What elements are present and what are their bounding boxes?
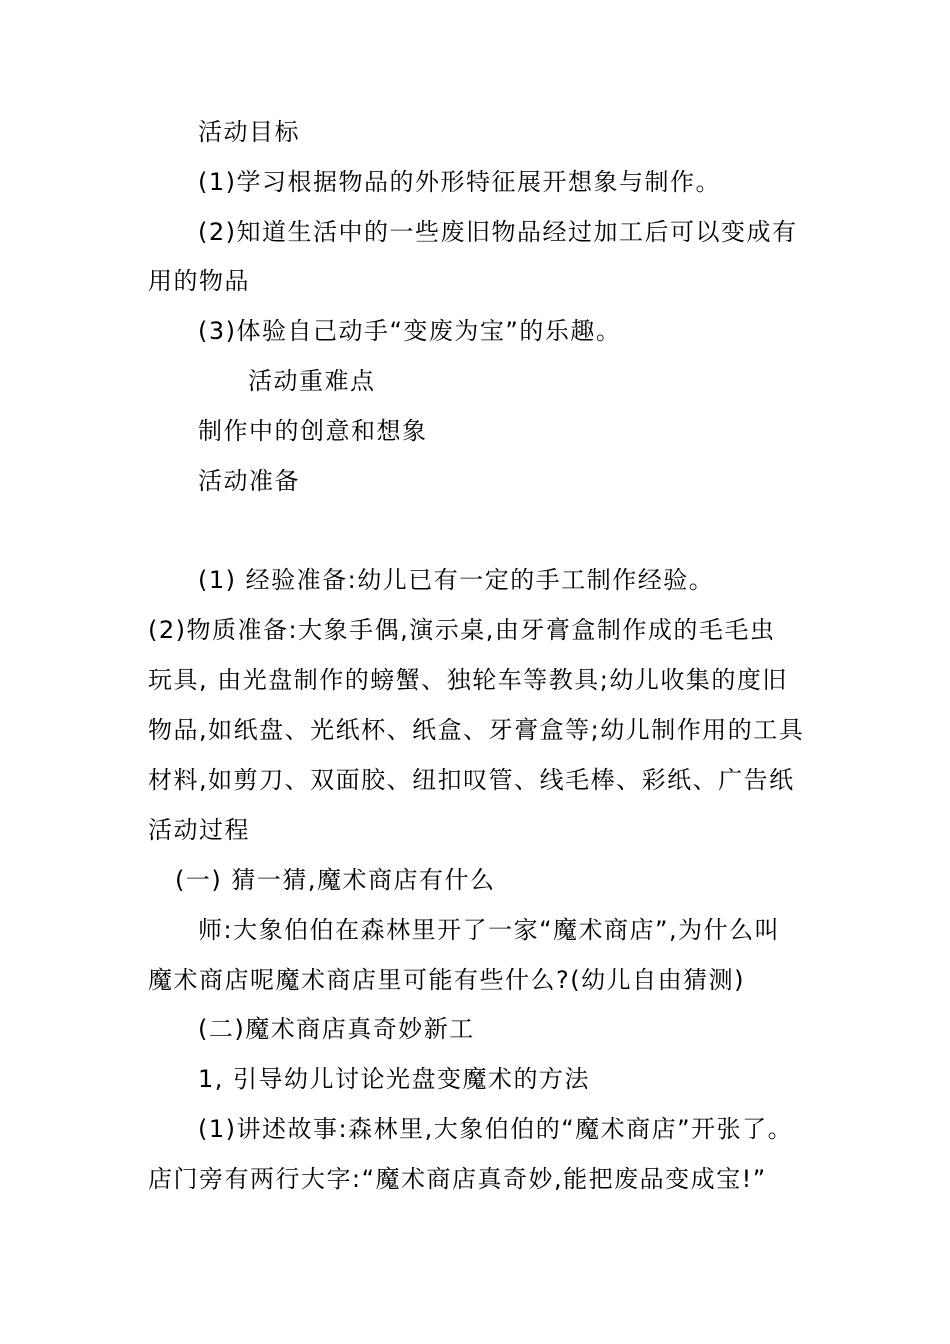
preparation-item-1: (1) 经验准备:幼儿已有一定的手工制作经验。 xyxy=(198,566,715,594)
goal-item-3: (3)体验自己动手“变废为宝”的乐趣。 xyxy=(198,317,622,345)
goal-item-2-continued: 用的物品 xyxy=(148,267,250,295)
key-points-text: 制作中的创意和想象 xyxy=(198,417,428,445)
heading-key-points: 活动重难点 xyxy=(248,367,376,395)
process-step-1: 1, 引导幼儿讨论光盘变魔术的方法 xyxy=(198,1065,591,1093)
heading-preparation: 活动准备 xyxy=(198,467,300,495)
goal-item-2: (2)知道生活中的一些废旧物品经过加工后可以变成有 xyxy=(198,218,798,246)
heading-activity-goals: 活动目标 xyxy=(198,118,300,146)
process-section-1-text: 师:大象伯伯在森林里开了一家“魔术商店”,为什么叫 xyxy=(198,916,781,944)
process-section-1-heading: (一) 猜一猜,魔术商店有什么 xyxy=(175,866,496,894)
heading-activity-process: 活动过程 xyxy=(148,816,250,844)
process-step-1-story-cont: 店门旁有两行大字:“魔术商店真奇妙,能把废品变成宝!” xyxy=(148,1165,767,1193)
goal-item-1: (1)学习根据物品的外形特征展开想象与制作。 xyxy=(198,168,721,196)
process-step-1-story: (1)讲述故事:森林里,大象伯伯的“魔术商店”开张了。 xyxy=(198,1115,794,1143)
preparation-item-2-cont-2: 物品,如纸盘、光纸杯、纸盒、牙膏盒等;幼儿制作用的工具 xyxy=(148,716,805,744)
process-section-2-heading: (二)魔术商店真奇妙新工 xyxy=(198,1015,475,1043)
preparation-item-2: (2)物质准备:大象手偶,演示桌,由牙膏盒制作成的毛毛虫 xyxy=(148,616,776,644)
process-section-1-text-cont: 魔术商店呢魔术商店里可能有些什么?(幼儿自由猜测) xyxy=(148,966,745,994)
preparation-item-2-cont-3: 材料,如剪刀、双面胶、纽扣叹管、线毛棒、彩纸、广告纸 xyxy=(148,766,795,794)
preparation-item-2-cont-1: 玩具, 由光盘制作的螃蟹、独轮车等教具;幼儿收集的度旧 xyxy=(148,666,788,694)
